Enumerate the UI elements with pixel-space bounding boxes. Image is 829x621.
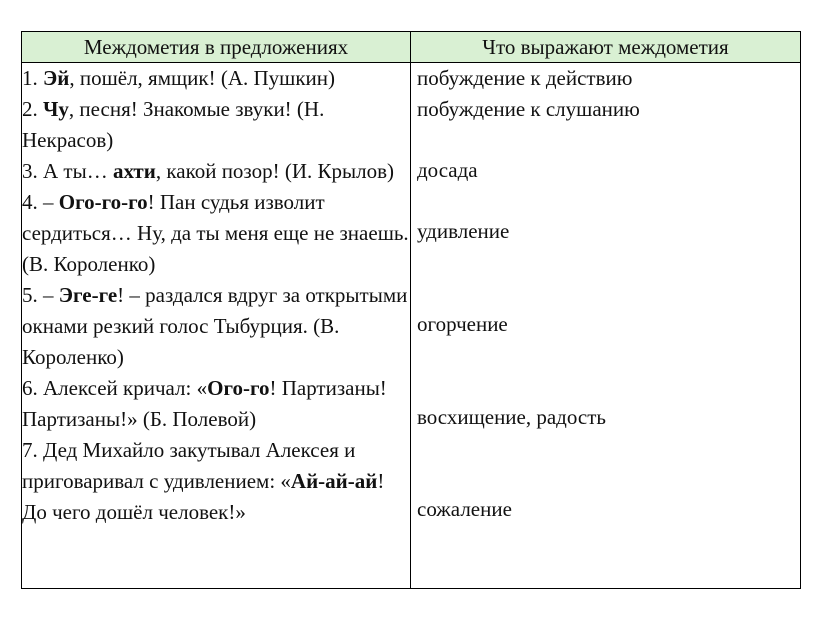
- table-body-row: [22, 63, 801, 589]
- interjection: Эге-ге: [58, 283, 118, 307]
- meaning-4: удивление: [417, 219, 510, 243]
- sentence-4: 4. – Ого-го-го! Пан судья изволит сердиться… Ну, да ты меня еще не знаешь. (В. Короленко): [22, 190, 409, 276]
- interjection: Ай-ай-ай: [290, 469, 378, 493]
- sentence-3: 3. А ты… ахти, какой позор! (И. Крылов): [22, 159, 395, 183]
- meanings-cell: [411, 63, 801, 589]
- interjection: Чу: [43, 97, 69, 121]
- table-header-row: [22, 32, 801, 63]
- interjection: Эй: [43, 66, 70, 90]
- sentences-cell: [22, 63, 411, 589]
- meaning-7: сожаление: [417, 497, 512, 521]
- interjection: Ого-го-го: [58, 190, 148, 214]
- interjection: Ого-го: [207, 376, 270, 400]
- sentence-6: 6. Алексей кричал: «Ого-го! Партизаны! Партизаны!» (Б. Полевой): [22, 376, 387, 431]
- meaning-3: досада: [417, 158, 478, 182]
- interjections-table: [21, 31, 801, 589]
- sentence-5: 5. – Эге-ге! – раздался вдруг за открытыми окнами резкий голос Тыбурция. (В. Короленко): [22, 283, 408, 369]
- meaning-1: побуждение к действию: [417, 66, 633, 90]
- meaning-6: восхищение, радость: [417, 405, 606, 429]
- sentence-1: 1. Эй, пошёл, ямщик! (А. Пушкин): [22, 66, 336, 90]
- meaning-2: побуждение к слушанию: [417, 97, 640, 121]
- sentence-2: 2. Чу, песня! Знакомые звуки! (Н. Некрасов): [22, 97, 325, 152]
- header-meaning: Что выражают междометия: [411, 32, 801, 63]
- interjection: ахти: [112, 159, 156, 183]
- header-sentences: Междометия в предложениях: [22, 32, 411, 63]
- meaning-5: огорчение: [417, 312, 508, 336]
- sentence-7: 7. Дед Михайло закутывал Алексея и приговаривал с удивлением: «Ай-ай-ай! До чего дошёл человек!»: [22, 438, 385, 524]
